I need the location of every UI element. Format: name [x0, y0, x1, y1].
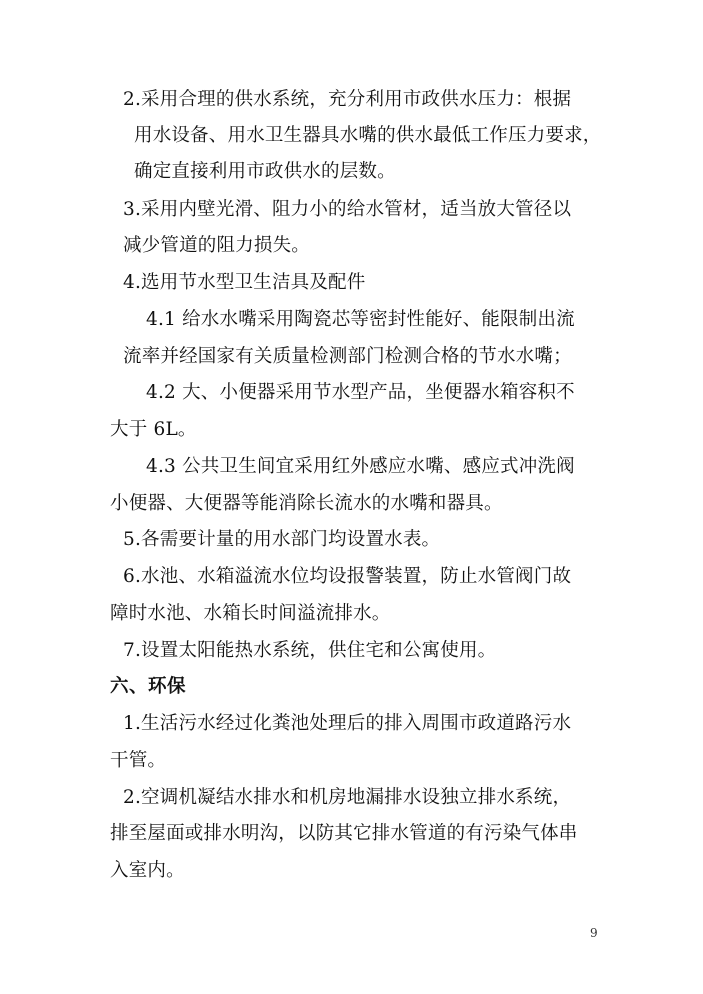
text-line-21: 入室内。	[110, 860, 185, 881]
text-line-4: 3.采用内壁光滑、阻力小的给水管材，适当放大管径以	[123, 199, 572, 220]
text-line-16: 7.设置太阳能热水系统，供住宅和公寓使用。	[123, 640, 497, 661]
text-line-18: 干管。	[110, 750, 167, 771]
text-line-20: 排至屋面或排水明沟，以防其它排水管道的有污染气体串	[110, 823, 578, 844]
section-heading-environmental: 六、环保	[110, 676, 187, 697]
text-line-9: 4.2 大、小便器采用节水型产品，坐便器水箱容积不	[146, 382, 575, 403]
text-line-17: 1.生活污水经过化粪池处理后的排入周围市政道路污水	[123, 713, 572, 734]
text-line-10: 大于 6L。	[110, 419, 197, 440]
text-line-6: 4.选用节水型卫生洁具及配件	[123, 272, 366, 293]
text-line-3: 确定直接利用市政供水的层数。	[134, 161, 396, 182]
text-line-11: 4.3 公共卫生间宜采用红外感应水嘴、感应式冲洗阀	[146, 456, 575, 477]
text-line-15: 障时水池、水箱长时间溢流排水。	[110, 603, 391, 624]
text-line-7: 4.1 给水水嘴采用陶瓷芯等密封性能好、能限制出流	[146, 309, 575, 330]
text-line-8: 流率并经国家有关质量检测部门检测合格的节水水嘴；	[123, 346, 572, 367]
text-line-12: 小便器、大便器等能消除长流水的水嘴和器具。	[110, 493, 503, 514]
text-line-19: 2.空调机凝结水排水和机房地漏排水设独立排水系统，	[123, 787, 572, 808]
text-line-13: 5.各需要计量的用水部门均设置水表。	[123, 529, 441, 550]
text-line-2: 用水设备、用水卫生器具水嘴的供水最低工作压力要求，	[134, 125, 602, 146]
text-line-14: 6.水池、水箱溢流水位均设报警装置，防止水管阀门故	[123, 566, 572, 587]
page-number: 9	[590, 926, 598, 940]
text-line-5: 减少管道的阻力损失。	[123, 235, 311, 256]
text-line-1: 2.采用合理的供水系统，充分利用市政供水压力：根据	[123, 89, 572, 110]
